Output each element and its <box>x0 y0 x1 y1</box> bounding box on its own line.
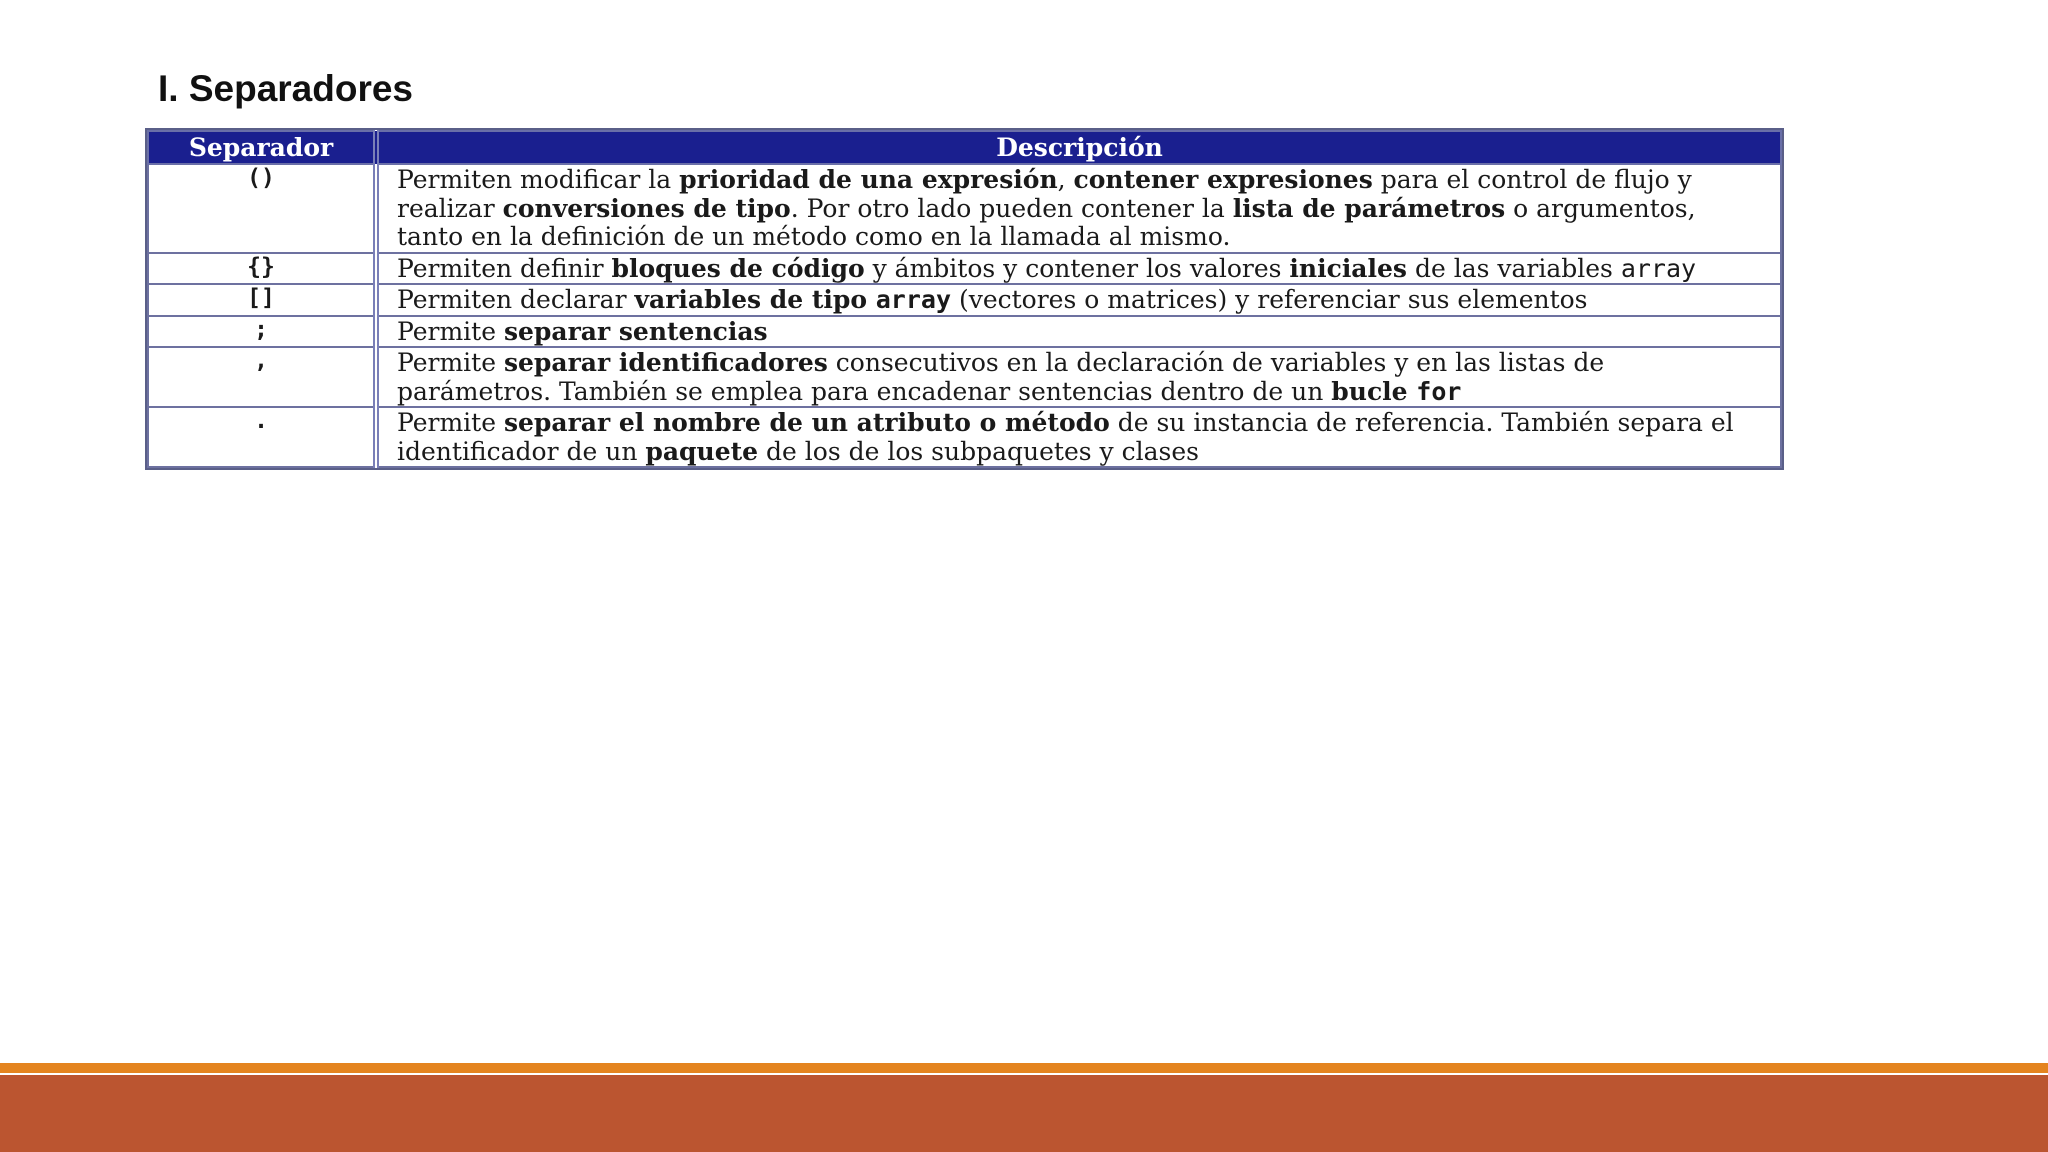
description-bold-text: conversiones de tipo <box>502 193 791 223</box>
description-text: de su instancia de referencia. También separa el identificador de un <box>397 408 1734 466</box>
separator-symbol: () <box>148 164 376 253</box>
separator-symbol: , <box>148 347 376 407</box>
separator-description <box>376 253 1781 285</box>
description-bold-text: variables de tipo <box>634 285 876 314</box>
separators-table-frame <box>145 128 1784 470</box>
table-row <box>148 164 1781 253</box>
description-text: Permiten modificar la <box>397 165 680 194</box>
description-bold-text: separar el nombre de un atributo o método <box>503 408 1110 437</box>
description-text: . Por otro lado pueden contener la <box>790 193 1233 223</box>
description-text: consecutivos en la declaración de variables y en las listas de parámetros. También se emplea para encadenar sentencias dentro de un <box>397 348 1605 406</box>
description-text: y ámbitos y contener los valores <box>864 253 1290 283</box>
table-row <box>148 347 1781 407</box>
description-bold-text: bloques de código <box>611 253 865 283</box>
description-bold-text: iniciales <box>1289 253 1407 283</box>
table-body <box>148 164 1781 467</box>
description-text: Permite <box>397 348 504 377</box>
separator-symbol: . <box>148 407 376 467</box>
description-bold-text: lista de parámetros <box>1232 193 1506 223</box>
separator-description <box>376 284 1781 316</box>
footer-bar <box>0 1075 2048 1152</box>
description-bold-text: paquete <box>645 436 759 466</box>
separator-description <box>376 164 1781 253</box>
description-bold-text: separar sentencias <box>503 316 768 346</box>
header-separador: Separador <box>148 131 376 164</box>
separators-table <box>147 130 1782 468</box>
description-bold-text: separar identificadores <box>503 348 828 377</box>
table-header-row <box>148 131 1781 164</box>
separator-symbol: {} <box>148 253 376 285</box>
description-text: de los de los subpaquetes y clases <box>758 436 1199 466</box>
footer-accent-stripe <box>0 1063 2048 1073</box>
header-descripcion: Descripción <box>376 131 1781 164</box>
description-bold-text: bucle <box>1331 376 1417 406</box>
description-bold-text: prioridad de una expresión <box>679 165 1058 194</box>
description-text: , <box>1057 165 1074 194</box>
description-text: Permiten definir <box>397 253 612 283</box>
separator-description <box>376 347 1781 407</box>
table-row <box>148 284 1781 316</box>
table-row <box>148 253 1781 285</box>
description-text: de las variables <box>1407 253 1621 283</box>
description-text: para el control de flujo y realizar <box>397 165 1692 223</box>
description-bold-text: for <box>1416 376 1462 406</box>
table-row <box>148 316 1781 348</box>
description-text: Permite <box>397 408 504 437</box>
separator-symbol: [] <box>148 284 376 316</box>
description-bold-text: contener expresiones <box>1073 165 1373 194</box>
description-text: Permiten declarar <box>397 285 635 314</box>
description-text: Permite <box>397 316 504 346</box>
description-bold-text: array <box>875 285 952 314</box>
slide-title: I. Separadores <box>158 68 414 109</box>
description-text: o argumentos, tanto en la definición de un método como en la llamada al mismo. <box>397 193 1696 251</box>
separator-symbol: ; <box>148 316 376 348</box>
separator-description <box>376 407 1781 467</box>
description-text: array <box>1620 253 1697 283</box>
separator-description <box>376 316 1781 348</box>
table-row <box>148 407 1781 467</box>
description-text: (vectores o matrices) y referenciar sus elementos <box>951 285 1588 314</box>
